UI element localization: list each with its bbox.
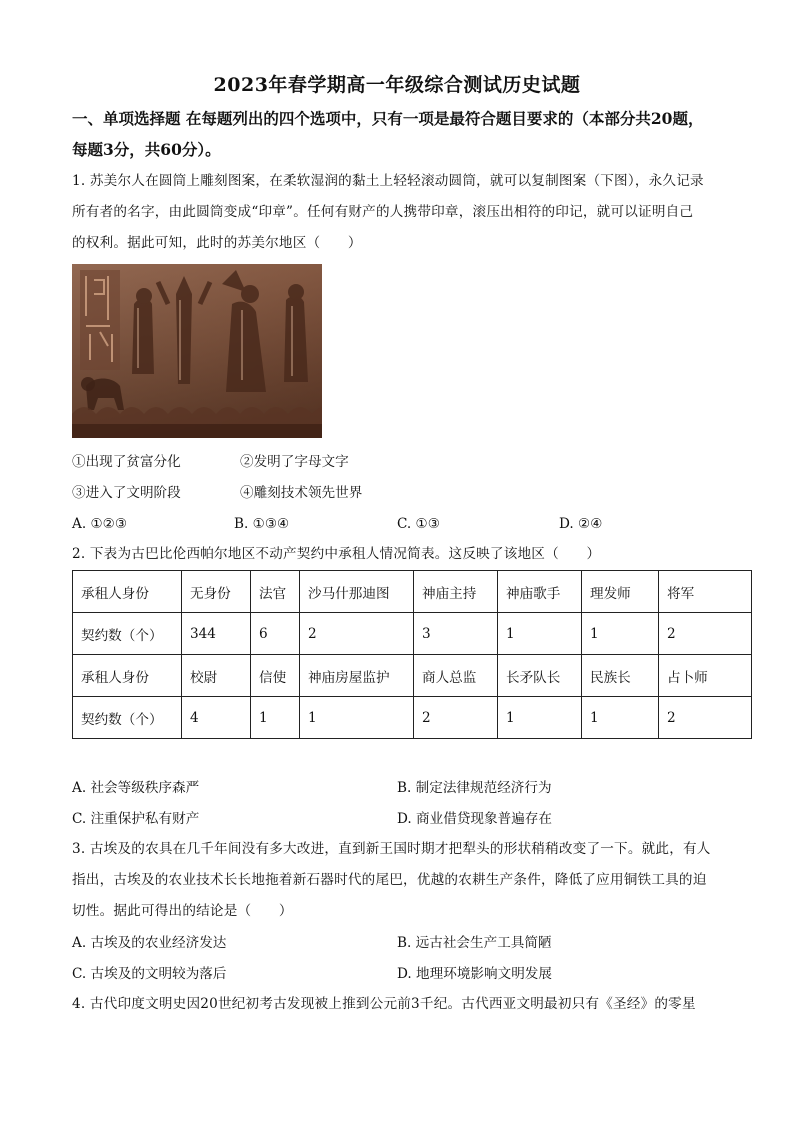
- table-cell: 长矛队长: [498, 655, 582, 697]
- q1-item-3: ③进入了文明阶段: [72, 485, 181, 501]
- table-cell: 契约数（个）: [73, 613, 182, 655]
- table-row: [73, 571, 752, 613]
- section-heading-line2: 每题3分，共60分）。: [72, 140, 221, 159]
- q1-option-b[interactable]: B. ①③④: [234, 516, 290, 532]
- q3-option-d[interactable]: D. 地理环境影响文明发展: [397, 966, 552, 982]
- table-cell: 神庙主持: [414, 571, 498, 613]
- q2-option-b[interactable]: B. 制定法律规范经济行为: [397, 780, 552, 796]
- table-cell: 1: [582, 697, 659, 739]
- table-cell: 神庙房屋监护: [300, 655, 414, 697]
- table-cell: 商人总监: [414, 655, 498, 697]
- table-cell: 占卜师: [659, 655, 752, 697]
- table-cell: 6: [251, 613, 300, 655]
- q3-option-c[interactable]: C. 古埃及的文明较为落后: [72, 966, 227, 982]
- q1-stem-line3: 的权利。据此可知，此时的苏美尔地区（ ）: [72, 235, 362, 251]
- q2-stem-line1: 2. 下表为古巴比伦西帕尔地区不动产契约中承租人情况简表。这反映了该地区（ ）: [72, 546, 601, 562]
- table-cell: 理发师: [582, 571, 659, 613]
- table-cell: 校尉: [182, 655, 251, 697]
- table-cell: 1: [300, 697, 414, 739]
- lease-table: [72, 570, 752, 739]
- table-cell: 1: [498, 613, 582, 655]
- q2-option-a[interactable]: A. 社会等级秩序森严: [72, 780, 200, 796]
- q1-item-4: ④雕刻技术领先世界: [240, 485, 363, 501]
- cylinder-seal-relief: [72, 264, 322, 438]
- q3-option-a[interactable]: A. 古埃及的农业经济发达: [72, 935, 227, 951]
- page-title: 2023年春学期高一年级综合测试历史试题: [213, 74, 581, 96]
- table-row: [73, 655, 752, 697]
- table-cell: 3: [414, 613, 498, 655]
- q1-item-1: ①出现了贫富分化: [72, 454, 181, 470]
- q3-option-b[interactable]: B. 远古社会生产工具简陋: [397, 935, 552, 951]
- q1-option-a[interactable]: A. ①②③: [72, 516, 128, 532]
- table-cell: 1: [582, 613, 659, 655]
- q3-stem-line1: 3. 古埃及的农具在几千年间没有多大改进，直到新王国时期才把犁头的形状稍稍改变了一下。就此，有人: [72, 841, 711, 857]
- table-cell: 契约数（个）: [73, 697, 182, 739]
- q1-stem-line1: 1. 苏美尔人在圆筒上雕刻图案，在柔软湿润的黏土上轻轻滚动圆筒，就可以复制图案（下图），永久记录: [72, 173, 704, 189]
- q1-item-2: ②发明了字母文字: [240, 454, 349, 470]
- table-cell: 承租人身份: [73, 655, 182, 697]
- table-cell: 沙马什那迪图: [300, 571, 414, 613]
- q1-stem-line2: 所有者的名字，由此圆筒变成“印章”。任何有财产的人携带印章，滚压出相符的印记，就可以证明自己: [72, 204, 694, 220]
- q1-option-d[interactable]: D. ②④: [559, 516, 603, 532]
- table-cell: 344: [182, 613, 251, 655]
- q3-stem-line3: 切性。据此可得出的结论是（ ）: [72, 903, 293, 919]
- table-cell: 神庙歌手: [498, 571, 582, 613]
- table-cell: 1: [251, 697, 300, 739]
- q1-option-c[interactable]: C. ①③: [397, 516, 440, 532]
- table-cell: 无身份: [182, 571, 251, 613]
- table-cell: 4: [182, 697, 251, 739]
- table-cell: 1: [498, 697, 582, 739]
- section-heading-line1: 一、单项选择题 在每题列出的四个选项中，只有一项是最符合题目要求的（本部分共20题，: [72, 109, 704, 128]
- table-cell: 信使: [251, 655, 300, 697]
- table-cell: 承租人身份: [73, 571, 182, 613]
- table-cell: 2: [659, 697, 752, 739]
- table-cell: 2: [659, 613, 752, 655]
- cylinder-seal-image: [72, 264, 322, 438]
- q4-stem-line1: 4. 古代印度文明史因20世纪初考古发现被上推到公元前3千纪。古代西亚文明最初只有《圣经》的零星: [72, 996, 696, 1012]
- table-cell: 2: [414, 697, 498, 739]
- table-row: [73, 697, 752, 739]
- table-cell: 民族长: [582, 655, 659, 697]
- q2-option-d[interactable]: D. 商业借贷现象普遍存在: [397, 811, 552, 827]
- table-row: [73, 613, 752, 655]
- table-cell: 法官: [251, 571, 300, 613]
- q3-stem-line2: 指出，古埃及的农业技术长长地拖着新石器时代的尾巴，优越的农耕生产条件，降低了应用铜铁工具的迫: [72, 872, 707, 888]
- q2-option-c[interactable]: C. 注重保护私有财产: [72, 811, 200, 827]
- table-cell: 2: [300, 613, 414, 655]
- table-cell: 将军: [659, 571, 752, 613]
